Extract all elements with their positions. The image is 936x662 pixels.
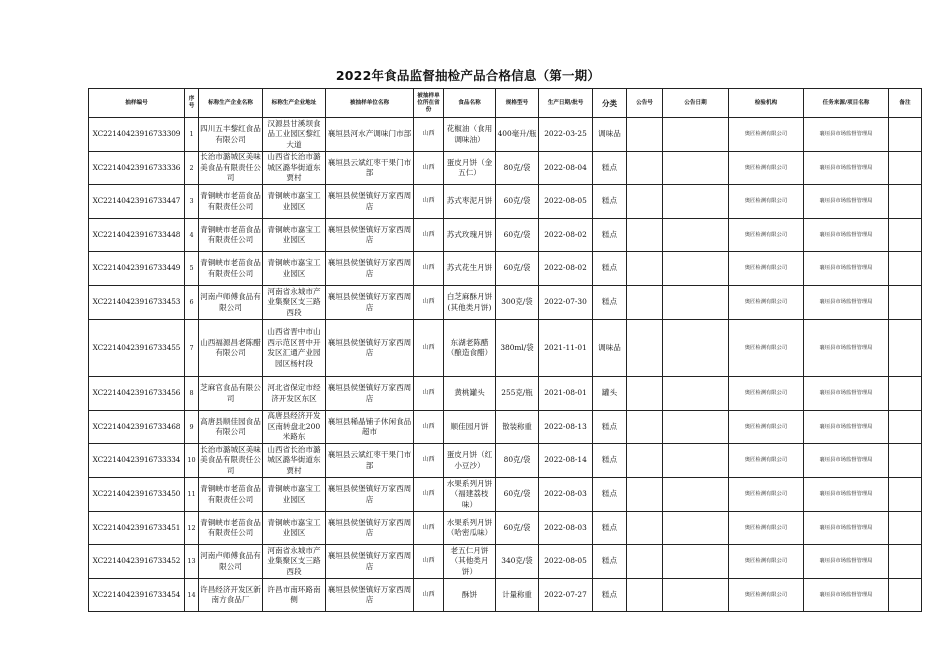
cell-date: 2022-08-05 bbox=[539, 545, 593, 579]
cell-spec: 300克/袋 bbox=[496, 286, 539, 320]
table-row bbox=[89, 320, 922, 377]
col-category-header: 分类 bbox=[593, 89, 627, 118]
cell-category: 调味品 bbox=[593, 320, 627, 377]
cell-code: XC22140423916733453 bbox=[89, 286, 185, 320]
cell-remark bbox=[889, 118, 922, 152]
table-row bbox=[89, 219, 922, 252]
cell-notice-date bbox=[663, 320, 729, 377]
cell-remark bbox=[889, 185, 922, 219]
cell-no: 2 bbox=[185, 152, 199, 185]
cell-notice-date bbox=[663, 512, 729, 545]
cell-address: 山西省长治市潞城区潞华街道东贾村 bbox=[263, 444, 326, 478]
col-spec-header: 规格型号 bbox=[496, 89, 539, 118]
cell-producer: 河南卢师傅食品有限公司 bbox=[199, 286, 263, 320]
cell-sampled: 襄垣县稀晶铺子休闲食品超市 bbox=[326, 411, 414, 444]
cell-notice bbox=[627, 377, 663, 411]
cell-province: 山西 bbox=[414, 444, 444, 478]
cell-remark bbox=[889, 478, 922, 512]
cell-no: 11 bbox=[185, 478, 199, 512]
cell-province: 山西 bbox=[414, 545, 444, 579]
table-row bbox=[89, 411, 922, 444]
col-notice-header: 公告号 bbox=[627, 89, 663, 118]
cell-date: 2021-11-01 bbox=[539, 320, 593, 377]
cell-sampled: 襄垣县云斌红枣干果门市部 bbox=[326, 444, 414, 478]
cell-lab: 奥匠检测有限公司 bbox=[729, 320, 804, 377]
cell-code: XC22140423916733450 bbox=[89, 478, 185, 512]
col-source-header: 任务来源/项目名称 bbox=[804, 89, 889, 118]
cell-address: 青铜峡市嘉宝工业园区 bbox=[263, 512, 326, 545]
cell-no: 13 bbox=[185, 545, 199, 579]
cell-notice bbox=[627, 252, 663, 286]
table-row bbox=[89, 512, 922, 545]
cell-lab: 奥匠检测有限公司 bbox=[729, 512, 804, 545]
cell-spec: 60克/袋 bbox=[496, 252, 539, 286]
cell-category: 罐头 bbox=[593, 377, 627, 411]
cell-code: XC22140423916733309 bbox=[89, 118, 185, 152]
cell-food: 东湖老陈醋（酿造食醋） bbox=[444, 320, 496, 377]
cell-category: 糕点 bbox=[593, 185, 627, 219]
cell-notice bbox=[627, 444, 663, 478]
cell-spec: 400毫升/瓶 bbox=[496, 118, 539, 152]
table-body bbox=[89, 118, 922, 612]
cell-source: 襄垣县市场监督管理局 bbox=[804, 185, 889, 219]
cell-no: 12 bbox=[185, 512, 199, 545]
cell-address: 山西省晋中市山西示范区晋中开发区汇通产业园园区杨村段 bbox=[263, 320, 326, 377]
col-remark-header: 备注 bbox=[889, 89, 922, 118]
cell-notice-date bbox=[663, 252, 729, 286]
cell-notice-date bbox=[663, 545, 729, 579]
cell-notice-date bbox=[663, 377, 729, 411]
cell-date: 2022-03-25 bbox=[539, 118, 593, 152]
cell-category: 糕点 bbox=[593, 545, 627, 579]
cell-sampled: 襄垣县侯堡镇好万家西周店 bbox=[326, 320, 414, 377]
cell-address: 河南省永城市产业集聚区支三路西段 bbox=[263, 545, 326, 579]
cell-food: 苏式花生月饼 bbox=[444, 252, 496, 286]
table-row bbox=[89, 545, 922, 579]
cell-notice-date bbox=[663, 185, 729, 219]
cell-category: 糕点 bbox=[593, 152, 627, 185]
cell-producer: 四川五丰黎红食品有限公司 bbox=[199, 118, 263, 152]
cell-date: 2022-07-27 bbox=[539, 579, 593, 612]
cell-province: 山西 bbox=[414, 377, 444, 411]
table-row bbox=[89, 478, 922, 512]
table-row bbox=[89, 579, 922, 612]
cell-no: 6 bbox=[185, 286, 199, 320]
cell-date: 2022-08-02 bbox=[539, 219, 593, 252]
cell-remark bbox=[889, 512, 922, 545]
cell-sampled: 襄垣县侯堡镇好万家西周店 bbox=[326, 377, 414, 411]
cell-remark bbox=[889, 320, 922, 377]
col-date-header: 生产日期/批号 bbox=[539, 89, 593, 118]
cell-spec: 380ml/袋 bbox=[496, 320, 539, 377]
cell-producer: 许昌经济开发区新南方食品厂 bbox=[199, 579, 263, 612]
cell-no: 5 bbox=[185, 252, 199, 286]
cell-producer: 青铜峡市老苗食品有限责任公司 bbox=[199, 512, 263, 545]
cell-no: 7 bbox=[185, 320, 199, 377]
cell-producer: 青铜峡市老苗食品有限责任公司 bbox=[199, 252, 263, 286]
cell-sampled: 襄垣县侯堡镇好万家西周店 bbox=[326, 545, 414, 579]
cell-date: 2022-08-14 bbox=[539, 444, 593, 478]
cell-source: 襄垣县市场监督管理局 bbox=[804, 377, 889, 411]
cell-category: 糕点 bbox=[593, 286, 627, 320]
cell-date: 2022-08-05 bbox=[539, 185, 593, 219]
cell-code: XC22140423916733449 bbox=[89, 252, 185, 286]
cell-source: 襄垣县市场监督管理局 bbox=[804, 118, 889, 152]
cell-spec: 255克/瓶 bbox=[496, 377, 539, 411]
cell-spec: 80克/袋 bbox=[496, 152, 539, 185]
cell-spec: 60克/袋 bbox=[496, 512, 539, 545]
cell-address: 汉源县甘溪坝食品工业园区黎红大道 bbox=[263, 118, 326, 152]
cell-remark bbox=[889, 444, 922, 478]
cell-province: 山西 bbox=[414, 478, 444, 512]
cell-producer: 青铜峡市老苗食品有限责任公司 bbox=[199, 478, 263, 512]
cell-no: 9 bbox=[185, 411, 199, 444]
cell-lab: 奥匠检测有限公司 bbox=[729, 252, 804, 286]
cell-notice bbox=[627, 286, 663, 320]
col-producer-header: 标称生产企业名称 bbox=[199, 89, 263, 118]
cell-food: 顺佳园月饼 bbox=[444, 411, 496, 444]
col-no-header: 序号 bbox=[185, 89, 199, 118]
cell-address: 青铜峡市嘉宝工业园区 bbox=[263, 219, 326, 252]
cell-sampled: 襄垣县侯堡镇好万家西周店 bbox=[326, 512, 414, 545]
cell-food: 酥饼 bbox=[444, 579, 496, 612]
cell-lab: 奥匠检测有限公司 bbox=[729, 478, 804, 512]
cell-no: 8 bbox=[185, 377, 199, 411]
cell-lab: 奥匠检测有限公司 bbox=[729, 118, 804, 152]
cell-remark bbox=[889, 377, 922, 411]
cell-code: XC22140423916733334 bbox=[89, 444, 185, 478]
cell-notice-date bbox=[663, 152, 729, 185]
col-address-header: 标称生产企业地址 bbox=[263, 89, 326, 118]
cell-source: 襄垣县市场监督管理局 bbox=[804, 545, 889, 579]
cell-food: 老五仁月饼（其他类月饼） bbox=[444, 545, 496, 579]
cell-lab: 奥匠检测有限公司 bbox=[729, 411, 804, 444]
cell-remark bbox=[889, 579, 922, 612]
cell-code: XC22140423916733454 bbox=[89, 579, 185, 612]
cell-category: 糕点 bbox=[593, 219, 627, 252]
cell-producer: 芝麻官食品有限公司 bbox=[199, 377, 263, 411]
cell-source: 襄垣县市场监督管理局 bbox=[804, 444, 889, 478]
cell-lab: 奥匠检测有限公司 bbox=[729, 152, 804, 185]
cell-source: 襄垣县市场监督管理局 bbox=[804, 411, 889, 444]
cell-date: 2022-07-30 bbox=[539, 286, 593, 320]
table-header bbox=[89, 89, 922, 118]
col-sampled-header: 被抽样单位名称 bbox=[326, 89, 414, 118]
cell-remark bbox=[889, 545, 922, 579]
cell-sampled: 襄垣县河水产调味门市部 bbox=[326, 118, 414, 152]
cell-sampled: 襄垣县云斌红枣干果门市部 bbox=[326, 152, 414, 185]
cell-notice bbox=[627, 185, 663, 219]
cell-notice bbox=[627, 219, 663, 252]
cell-code: XC22140423916733456 bbox=[89, 377, 185, 411]
cell-code: XC22140423916733447 bbox=[89, 185, 185, 219]
cell-address: 山西省长治市潞城区潞华街道东贾村 bbox=[263, 152, 326, 185]
cell-notice bbox=[627, 545, 663, 579]
cell-category: 调味品 bbox=[593, 118, 627, 152]
cell-sampled: 襄垣县侯堡镇好万家西周店 bbox=[326, 478, 414, 512]
cell-producer: 青铜峡市老苗食品有限责任公司 bbox=[199, 219, 263, 252]
cell-province: 山西 bbox=[414, 411, 444, 444]
cell-no: 3 bbox=[185, 185, 199, 219]
col-notice-date-header: 公告日期 bbox=[663, 89, 729, 118]
cell-source: 襄垣县市场监督管理局 bbox=[804, 252, 889, 286]
cell-address: 高唐县经济开发区南转盘北200米路东 bbox=[263, 411, 326, 444]
cell-notice-date bbox=[663, 579, 729, 612]
cell-notice-date bbox=[663, 411, 729, 444]
col-lab-header: 检验机构 bbox=[729, 89, 804, 118]
cell-spec: 340克/袋 bbox=[496, 545, 539, 579]
cell-source: 襄垣县市场监督管理局 bbox=[804, 320, 889, 377]
cell-date: 2022-08-03 bbox=[539, 478, 593, 512]
cell-date: 2022-08-13 bbox=[539, 411, 593, 444]
cell-category: 糕点 bbox=[593, 444, 627, 478]
cell-province: 山西 bbox=[414, 219, 444, 252]
cell-sampled: 襄垣县侯堡镇好万家西周店 bbox=[326, 185, 414, 219]
cell-source: 襄垣县市场监督管理局 bbox=[804, 579, 889, 612]
cell-spec: 60克/袋 bbox=[496, 185, 539, 219]
cell-address: 许昌市南环路南侧 bbox=[263, 579, 326, 612]
table-row bbox=[89, 377, 922, 411]
cell-producer: 山西福源昌老陈醋有限公司 bbox=[199, 320, 263, 377]
table-row bbox=[89, 444, 922, 478]
cell-lab: 奥匠检测有限公司 bbox=[729, 377, 804, 411]
cell-no: 10 bbox=[185, 444, 199, 478]
cell-spec: 计量称重 bbox=[496, 579, 539, 612]
cell-category: 糕点 bbox=[593, 579, 627, 612]
cell-food: 花椒油（食用调味油） bbox=[444, 118, 496, 152]
cell-notice bbox=[627, 579, 663, 612]
cell-food: 蛋皮月饼（红小豆沙） bbox=[444, 444, 496, 478]
cell-address: 河北省保定市经济开发区东区 bbox=[263, 377, 326, 411]
cell-sampled: 襄垣县侯堡镇好万家西周店 bbox=[326, 219, 414, 252]
col-province-header: 被抽样单位所在省份 bbox=[414, 89, 444, 118]
cell-food: 苏式玫瑰月饼 bbox=[444, 219, 496, 252]
cell-date: 2022-08-03 bbox=[539, 512, 593, 545]
cell-category: 糕点 bbox=[593, 252, 627, 286]
cell-source: 襄垣县市场监督管理局 bbox=[804, 512, 889, 545]
cell-lab: 奥匠检测有限公司 bbox=[729, 286, 804, 320]
cell-lab: 奥匠检测有限公司 bbox=[729, 219, 804, 252]
cell-producer: 河南卢师傅食品有限公司 bbox=[199, 545, 263, 579]
cell-producer: 长治市潞城区美味美食品有限责任公司 bbox=[199, 444, 263, 478]
cell-remark bbox=[889, 152, 922, 185]
cell-address: 青铜峡市嘉宝工业园区 bbox=[263, 478, 326, 512]
cell-code: XC22140423916733452 bbox=[89, 545, 185, 579]
cell-code: XC22140423916733468 bbox=[89, 411, 185, 444]
cell-address: 河南省永城市产业集聚区支三路西段 bbox=[263, 286, 326, 320]
cell-lab: 奥匠检测有限公司 bbox=[729, 579, 804, 612]
cell-no: 1 bbox=[185, 118, 199, 152]
cell-category: 糕点 bbox=[593, 512, 627, 545]
cell-source: 襄垣县市场监督管理局 bbox=[804, 478, 889, 512]
cell-notice bbox=[627, 320, 663, 377]
cell-remark bbox=[889, 286, 922, 320]
cell-notice bbox=[627, 478, 663, 512]
cell-date: 2022-08-04 bbox=[539, 152, 593, 185]
cell-category: 糕点 bbox=[593, 411, 627, 444]
cell-province: 山西 bbox=[414, 579, 444, 612]
cell-province: 山西 bbox=[414, 286, 444, 320]
cell-food: 蛋皮月饼（金五仁） bbox=[444, 152, 496, 185]
col-code-header: 抽样编号 bbox=[89, 89, 185, 118]
cell-province: 山西 bbox=[414, 118, 444, 152]
cell-food: 苏式枣泥月饼 bbox=[444, 185, 496, 219]
cell-lab: 奥匠检测有限公司 bbox=[729, 185, 804, 219]
cell-province: 山西 bbox=[414, 185, 444, 219]
cell-province: 山西 bbox=[414, 320, 444, 377]
inspection-table bbox=[88, 88, 922, 612]
cell-date: 2022-08-02 bbox=[539, 252, 593, 286]
cell-lab: 奥匠检测有限公司 bbox=[729, 545, 804, 579]
cell-notice-date bbox=[663, 219, 729, 252]
cell-source: 襄垣县市场监督管理局 bbox=[804, 286, 889, 320]
cell-province: 山西 bbox=[414, 512, 444, 545]
cell-food: 水果系列月饼（哈密瓜味） bbox=[444, 512, 496, 545]
table-row bbox=[89, 252, 922, 286]
cell-source: 襄垣县市场监督管理局 bbox=[804, 219, 889, 252]
cell-lab: 奥匠检测有限公司 bbox=[729, 444, 804, 478]
cell-producer: 长治市潞城区美味美食品有限责任公司 bbox=[199, 152, 263, 185]
table-row bbox=[89, 118, 922, 152]
cell-date: 2021-08-01 bbox=[539, 377, 593, 411]
table-row bbox=[89, 152, 922, 185]
cell-spec: 60克/袋 bbox=[496, 478, 539, 512]
cell-notice-date bbox=[663, 478, 729, 512]
cell-category: 糕点 bbox=[593, 478, 627, 512]
cell-spec: 80克/袋 bbox=[496, 444, 539, 478]
table-row bbox=[89, 185, 922, 219]
cell-sampled: 襄垣县侯堡镇好万家西周店 bbox=[326, 286, 414, 320]
cell-spec: 60克/袋 bbox=[496, 219, 539, 252]
cell-no: 14 bbox=[185, 579, 199, 612]
cell-notice-date bbox=[663, 286, 729, 320]
cell-sampled: 襄垣县侯堡镇好万家西周店 bbox=[326, 579, 414, 612]
cell-notice-date bbox=[663, 118, 729, 152]
cell-notice bbox=[627, 152, 663, 185]
cell-code: XC22140423916733448 bbox=[89, 219, 185, 252]
cell-notice-date bbox=[663, 444, 729, 478]
cell-code: XC22140423916733336 bbox=[89, 152, 185, 185]
cell-province: 山西 bbox=[414, 252, 444, 286]
cell-address: 青铜峡市嘉宝工业园区 bbox=[263, 252, 326, 286]
table-row bbox=[89, 286, 922, 320]
col-food-header: 食品名称 bbox=[444, 89, 496, 118]
cell-remark bbox=[889, 411, 922, 444]
cell-remark bbox=[889, 219, 922, 252]
cell-remark bbox=[889, 252, 922, 286]
cell-producer: 高唐县顺佳园食品有限公司 bbox=[199, 411, 263, 444]
cell-spec: 散装称重 bbox=[496, 411, 539, 444]
cell-no: 4 bbox=[185, 219, 199, 252]
cell-notice bbox=[627, 411, 663, 444]
cell-code: XC22140423916733451 bbox=[89, 512, 185, 545]
cell-producer: 青铜峡市老苗食品有限责任公司 bbox=[199, 185, 263, 219]
cell-sampled: 襄垣县侯堡镇好万家西周店 bbox=[326, 252, 414, 286]
cell-notice bbox=[627, 118, 663, 152]
cell-notice bbox=[627, 512, 663, 545]
cell-code: XC22140423916733455 bbox=[89, 320, 185, 377]
cell-food: 白芝麻酥月饼(其他类月饼) bbox=[444, 286, 496, 320]
cell-food: 黄桃罐头 bbox=[444, 377, 496, 411]
cell-address: 青铜峡市嘉宝工业园区 bbox=[263, 185, 326, 219]
cell-province: 山西 bbox=[414, 152, 444, 185]
cell-source: 襄垣县市场监督管理局 bbox=[804, 152, 889, 185]
cell-food: 水果系列月饼（福建荔枝味） bbox=[444, 478, 496, 512]
page-title: 2022年食品监督抽检产品合格信息（第一期） bbox=[335, 68, 601, 83]
